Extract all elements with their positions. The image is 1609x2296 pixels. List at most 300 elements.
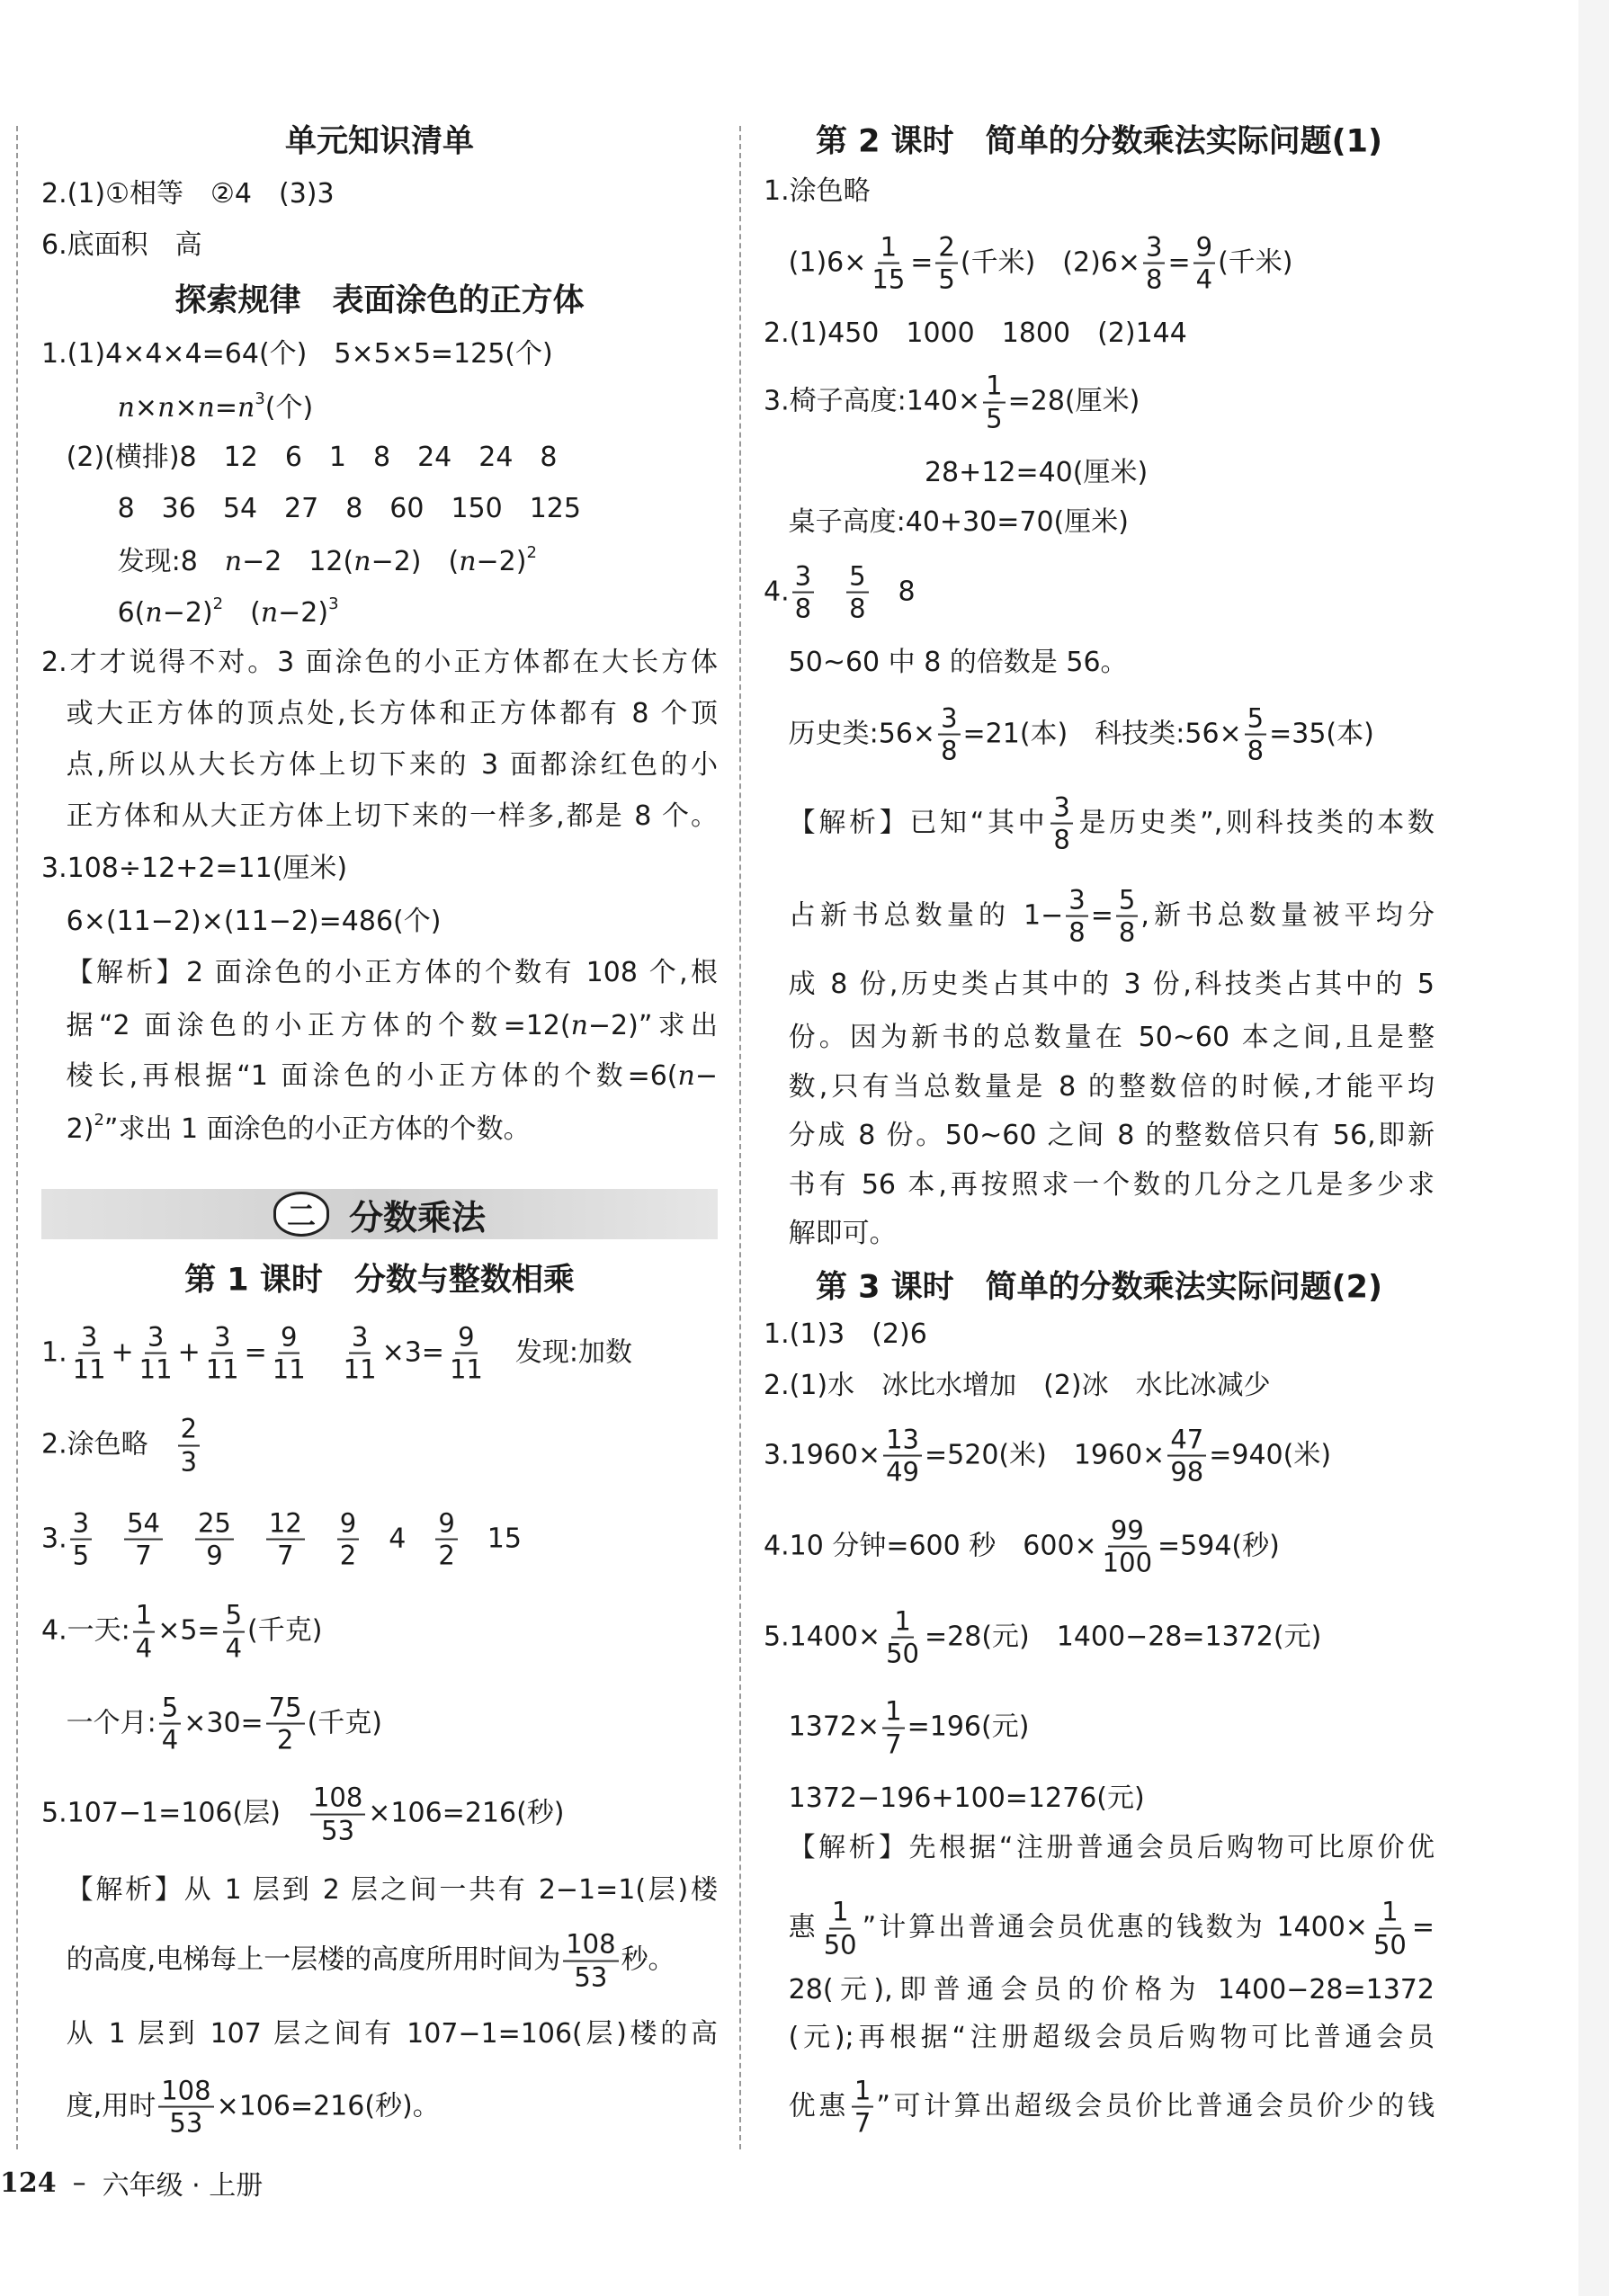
- text-run: 3.108÷12+2=11(厘米): [41, 853, 348, 885]
- denominator: 7: [885, 1729, 902, 1760]
- text-run: =21(本) 科技类:56×: [962, 718, 1242, 750]
- denominator: 15: [872, 264, 906, 295]
- numerator: 5: [1116, 886, 1138, 916]
- fraction: [792, 562, 814, 622]
- page-number: 124: [0, 2166, 57, 2199]
- answer-line: [788, 1217, 1435, 1249]
- text-run: 度,用时: [66, 2090, 156, 2122]
- text-run: ,新书总数量被平均分: [1140, 899, 1435, 931]
- section-number: 二: [273, 1192, 329, 1237]
- fraction: [266, 1693, 305, 1754]
- fraction: [1193, 233, 1215, 293]
- numerator: 1: [133, 1602, 155, 1632]
- text-run: 5.1400×: [764, 1621, 881, 1653]
- lesson-heading: [41, 1262, 718, 1299]
- fraction: [883, 1425, 922, 1486]
- answer-line: [764, 1425, 1435, 1486]
- answer-line: [41, 1321, 718, 1385]
- numerator: 12: [266, 1509, 305, 1540]
- text-run: =: [1411, 1911, 1435, 1943]
- text-run: (1)6×: [788, 246, 867, 279]
- text-run: 3.: [41, 1523, 67, 1555]
- fraction: [846, 562, 868, 622]
- fraction: [341, 1321, 380, 1385]
- numerator: 99: [1108, 1516, 1147, 1547]
- text-run: 1.(1)3 (2)6: [764, 1318, 927, 1350]
- fraction: [1245, 704, 1266, 764]
- answer-line: [764, 562, 1435, 622]
- fraction: [435, 1509, 457, 1569]
- numerator: 1: [1379, 1898, 1400, 1929]
- fraction: [70, 1509, 92, 1569]
- text-run: 2.(1)①相等 ②4 (3)3: [41, 178, 335, 210]
- numerator: 5: [1245, 704, 1266, 735]
- answer-line: [764, 1607, 1435, 1667]
- fraction: [195, 1509, 234, 1569]
- numerator: 2: [935, 233, 957, 264]
- text-run: 6.底面积 高: [41, 229, 202, 262]
- variable: n: [570, 1009, 588, 1041]
- numerator: 1: [983, 372, 1005, 403]
- answer-line: [66, 1874, 718, 1907]
- text-run: ×3=: [381, 1336, 444, 1369]
- lesson-heading: [41, 282, 718, 319]
- answer-line: [118, 545, 718, 576]
- answer-line: [66, 442, 718, 474]
- answer-line: [118, 391, 718, 422]
- column-divider: [739, 126, 741, 2149]
- text-run: 桌子高度:40+30=70(厘米): [788, 505, 1129, 538]
- denominator: 8: [1053, 825, 1070, 855]
- exponent: 3: [328, 594, 339, 614]
- text-run: 发现:加数: [487, 1336, 632, 1369]
- text-run: 6(: [117, 597, 146, 630]
- text-run: 发现:8: [117, 546, 225, 578]
- text-run: 8 36 54 27 8 60 150 125: [117, 493, 581, 525]
- text-run: 2): [66, 1113, 94, 1146]
- answer-line: [789, 886, 1435, 946]
- text-run: 【解析】从 1 层到 2 层之间一共有 2−1=1(层)楼: [66, 1874, 718, 1907]
- text-run: [311, 1336, 338, 1368]
- numerator: 1: [882, 1698, 904, 1729]
- text-run: 4.一天:: [41, 1614, 130, 1647]
- text-run: 份。因为新书的总数量在 50~60 本之间,且是整: [788, 1021, 1435, 1053]
- denominator: 98: [1170, 1456, 1204, 1487]
- lesson-heading: [764, 1269, 1435, 1306]
- text-run: 历史类:56×: [788, 718, 936, 750]
- text-run: (个): [264, 392, 314, 424]
- fraction: [935, 233, 957, 293]
- text-run: +: [177, 1336, 201, 1369]
- numerator: 9: [435, 1509, 457, 1540]
- text-run: 2.涂色略: [41, 1428, 175, 1461]
- text-run: 点,所以从大长方体上切下来的 3 面都涂红色的小: [66, 748, 718, 781]
- denominator: 4: [135, 1632, 153, 1664]
- answer-line: [788, 1782, 1435, 1814]
- answer-line: [764, 372, 1435, 433]
- text-run: −2)”求出: [587, 1009, 718, 1041]
- exponent: 2: [526, 543, 537, 563]
- fraction: [447, 1321, 486, 1385]
- fraction: [938, 704, 960, 764]
- variable: n: [677, 1060, 695, 1093]
- answer-line: [41, 1599, 718, 1664]
- text-run: −: [694, 1060, 718, 1093]
- text-run: =520(米) 1960×: [925, 1439, 1166, 1471]
- numerator: 5: [159, 1693, 181, 1724]
- answer-line: [66, 956, 718, 988]
- answer-line: [789, 233, 1435, 293]
- denominator: 8: [1068, 916, 1086, 948]
- text-run: 数,只有当总数量是 8 的整数倍的时候,才能平均: [788, 1070, 1435, 1103]
- answer-line: [788, 1070, 1435, 1103]
- text-run: (: [223, 597, 261, 630]
- answer-line: [789, 1698, 1435, 1758]
- text-run: 1.: [41, 1336, 67, 1369]
- answer-line: [788, 968, 1435, 1000]
- denominator: 11: [72, 1353, 106, 1385]
- numerator: 9: [1193, 233, 1215, 264]
- numerator: 108: [563, 1931, 618, 1961]
- lesson-heading: [764, 123, 1435, 160]
- fraction: [1066, 886, 1087, 946]
- text-run: 一个月:: [66, 1707, 156, 1739]
- fraction: [563, 1928, 618, 1993]
- numerator: 1: [829, 1898, 851, 1929]
- text-run: ×106=216(秒)。: [216, 2090, 440, 2122]
- answer-line: [788, 505, 1435, 538]
- denominator: 11: [449, 1353, 483, 1385]
- answer-line: [41, 1784, 718, 1845]
- text-run: 第 2 课时 简单的分数乘法实际问题(1): [815, 123, 1383, 160]
- denominator: 5: [986, 403, 1003, 434]
- text-run: =: [1167, 246, 1191, 279]
- fraction: [223, 1599, 245, 1664]
- variable: n: [197, 392, 215, 424]
- variable: n: [237, 392, 255, 424]
- text-run: 1.涂色略: [764, 175, 871, 208]
- denominator: 7: [277, 1540, 294, 1571]
- answer-line: [924, 456, 1435, 488]
- text-run: 秒。: [621, 1943, 675, 1976]
- text-run: −2): [278, 597, 329, 630]
- text-run: 28(元),即普通会员的价格为 1400−28=1372: [788, 1973, 1435, 2006]
- text-run: −2) (: [371, 546, 460, 578]
- text-run: 2.(1)水 冰比水增加 (2)冰 水比冰减少: [764, 1369, 1271, 1401]
- answer-line: [41, 178, 718, 210]
- answer-line: [66, 697, 718, 729]
- numerator: 3: [1066, 886, 1087, 916]
- text-run: =196(元): [907, 1711, 1030, 1743]
- variable: n: [353, 546, 371, 578]
- numerator: 3: [70, 1509, 92, 1540]
- lesson-heading: [41, 123, 718, 160]
- answer-line: [788, 647, 1435, 679]
- text-run: [817, 576, 844, 607]
- denominator: 5: [72, 1540, 90, 1571]
- denominator: 8: [1118, 916, 1136, 948]
- fraction: [1371, 1898, 1409, 1959]
- answer-line: [788, 1021, 1435, 1053]
- text-run: 28+12=40(厘米): [924, 456, 1149, 488]
- text-run: 1.(1)4×4×4=64(个) 5×5×5=125(个): [41, 337, 553, 370]
- denominator: 11: [205, 1353, 239, 1385]
- answer-line: [41, 853, 718, 885]
- text-run: =594(秒): [1158, 1530, 1280, 1562]
- text-run: =: [910, 246, 934, 279]
- numerator: 5: [846, 562, 868, 593]
- variable: n: [157, 392, 175, 424]
- text-run: 2.才才说得不对。3 面涂色的小正方体都在大长方体: [41, 647, 718, 679]
- fraction: [124, 1509, 163, 1569]
- fraction: [1167, 1425, 1206, 1486]
- answer-line: [764, 1369, 1435, 1401]
- text-run: −2): [162, 597, 213, 630]
- denominator: 8: [941, 735, 958, 766]
- fraction: [883, 1607, 922, 1667]
- text-run: 【解析】已知“其中: [788, 807, 1049, 839]
- text-run: [94, 1523, 121, 1554]
- text-run: (千克): [307, 1707, 382, 1739]
- denominator: 49: [886, 1456, 920, 1487]
- text-run: 50~60 中 8 的倍数是 56。: [788, 647, 1128, 679]
- answer-line: [789, 1898, 1435, 1959]
- text-run: 的高度,电梯每上一层楼的高度所用时间为: [66, 1943, 561, 1976]
- numerator: 3: [349, 1324, 371, 1354]
- numerator: 1: [878, 233, 899, 264]
- numerator: 108: [158, 2077, 213, 2107]
- answer-line: [66, 1060, 718, 1093]
- text-run: ×5=: [157, 1614, 220, 1647]
- answer-line: [764, 1318, 1435, 1350]
- text-run: (元);再根据“注册超级会员后购物可比普通会员: [788, 2022, 1435, 2054]
- variable: n: [145, 597, 163, 630]
- text-run: 3.1960×: [764, 1439, 881, 1471]
- fraction: [983, 372, 1005, 433]
- answer-line: [67, 2077, 718, 2137]
- answer-line: [788, 1831, 1435, 1863]
- answer-line: [41, 229, 718, 262]
- text-run: 第 3 课时 简单的分数乘法实际问题(2): [815, 1269, 1383, 1306]
- answer-line: [41, 1416, 718, 1476]
- binding-margin-line: [16, 126, 18, 2149]
- text-run: 书有 56 本,再按照求一个数的几分之几是多少求: [788, 1168, 1435, 1201]
- answer-line: [764, 317, 1435, 349]
- answer-line: [117, 594, 718, 630]
- text-run: 3.椅子高度:140×: [764, 385, 981, 417]
- answer-line: [788, 2022, 1435, 2054]
- fraction: [1050, 791, 1072, 855]
- numerator: 3: [792, 562, 814, 593]
- denominator: 8: [794, 593, 812, 624]
- text-run: =35(本): [1269, 718, 1374, 750]
- variable: n: [459, 546, 477, 578]
- denominator: 50: [886, 1638, 920, 1669]
- denominator: 11: [272, 1353, 306, 1385]
- text-run: 单元知识清单: [284, 123, 474, 160]
- text-run: 6×(11−2)×(11−2)=486(个): [66, 906, 442, 937]
- variable: n: [224, 546, 243, 578]
- text-run: =940(米): [1209, 1439, 1332, 1471]
- answer-line: [41, 1509, 718, 1569]
- answer-line: [66, 2017, 718, 2050]
- fraction: [1116, 886, 1138, 946]
- exponent: 2: [212, 594, 224, 614]
- denominator: 53: [574, 1961, 608, 1993]
- text-run: 5.107−1=106(层): [41, 1797, 308, 1829]
- text-run: 1372×: [788, 1711, 880, 1743]
- answer-line: [66, 748, 718, 781]
- numerator: 3: [938, 704, 960, 735]
- answer-line: [789, 2077, 1435, 2137]
- page-footer: [0, 2163, 263, 2202]
- numerator: 108: [310, 1784, 365, 1815]
- variable: n: [260, 597, 279, 630]
- denominator: 8: [849, 593, 866, 624]
- numerator: 3: [211, 1324, 233, 1354]
- denominator: 11: [343, 1353, 377, 1385]
- fraction: [882, 1698, 904, 1758]
- text-run: 棱长,再根据“1 面涂色的小正方体的个数=6(: [66, 1060, 678, 1093]
- answer-line: [66, 800, 718, 832]
- text-run: 惠: [788, 1911, 818, 1943]
- denominator: 11: [139, 1353, 173, 1385]
- variable: n: [117, 392, 135, 424]
- numerator: 25: [195, 1509, 234, 1540]
- fraction: [178, 1416, 200, 1476]
- numerator: 47: [1167, 1425, 1206, 1456]
- answer-line: [764, 1516, 1435, 1577]
- numerator: 54: [124, 1509, 163, 1540]
- exponent: 3: [255, 389, 265, 409]
- text-run: +: [111, 1336, 134, 1369]
- numerator: 9: [278, 1324, 299, 1354]
- denominator: 100: [1102, 1547, 1153, 1578]
- text-run: =: [244, 1336, 267, 1369]
- text-run: 或大正方体的顶点处,长方体和正方体都有 8 个顶: [66, 697, 718, 729]
- text-run: =: [214, 392, 237, 424]
- text-run: ×30=: [183, 1707, 264, 1739]
- answer-line: [41, 337, 718, 370]
- text-run: 8: [871, 576, 916, 608]
- text-run: (千米): [1218, 246, 1293, 279]
- fraction: [137, 1321, 175, 1385]
- text-run: 据“2 面涂色的小正方体的个数=12(: [66, 1009, 571, 1041]
- answer-line: [67, 1693, 718, 1754]
- text-run: 4.10 分钟=600 秒 600×: [764, 1530, 1097, 1562]
- text-run: 【解析】先根据“注册普通会员后购物可比原价优: [788, 1831, 1435, 1863]
- text-run: 1372−196+100=1276(元): [788, 1782, 1145, 1814]
- answer-line: [788, 1119, 1435, 1151]
- fraction: [159, 1693, 181, 1754]
- text-run: [308, 1523, 335, 1554]
- answer-line: [117, 493, 718, 525]
- numerator: 9: [337, 1509, 359, 1540]
- fraction: [203, 1321, 242, 1385]
- answer-line: [789, 704, 1435, 764]
- text-run: =: [1090, 899, 1113, 931]
- fraction: [158, 2077, 213, 2137]
- answer-line: [67, 908, 718, 935]
- text-run: −2 12(: [242, 546, 354, 578]
- text-run: −2): [476, 546, 527, 578]
- denominator: 8: [1247, 735, 1265, 766]
- text-run: ”计算出普通会员优惠的钱数为 1400×: [862, 1911, 1368, 1943]
- text-run: =28(厘米): [1007, 385, 1140, 417]
- numerator: 3: [78, 1324, 100, 1354]
- fraction: [70, 1321, 109, 1385]
- text-run: ×: [174, 392, 198, 424]
- text-run: [165, 1523, 192, 1554]
- numerator: 1: [852, 2077, 873, 2107]
- text-run: 占新书总数量的 1−: [788, 899, 1064, 931]
- numerator: 1: [891, 1607, 913, 1638]
- grade-label: 六年级 · 上册: [102, 2170, 264, 2202]
- denominator: 8: [1146, 264, 1163, 295]
- text-run: 优惠: [788, 2090, 849, 2122]
- fraction: [852, 2077, 873, 2137]
- numerator: 13: [883, 1425, 922, 1456]
- denominator: 50: [823, 1929, 857, 1961]
- answer-line: [788, 1973, 1435, 2006]
- answer-line: [41, 647, 718, 679]
- section-banner: [41, 1189, 718, 1239]
- text-run: 正方体和从大正方体上切下来的一样多,都是 8 个。: [66, 800, 718, 832]
- text-run: (2)(横排)8 12 6 1 8 24 24 8: [66, 442, 558, 474]
- text-run: (千克): [247, 1614, 323, 1647]
- answer-line: [788, 1168, 1435, 1201]
- text-run: ×: [134, 392, 158, 424]
- text-run: 成 8 份,历史类占其中的 3 份,科技类占其中的 5: [788, 968, 1435, 1000]
- footer-dash: –: [72, 2166, 86, 2199]
- numerator: 3: [145, 1324, 166, 1354]
- numerator: 2: [178, 1416, 200, 1446]
- numerator: 3: [1143, 233, 1165, 264]
- text-run: [237, 1523, 264, 1554]
- denominator: 4: [1195, 264, 1213, 295]
- numerator: 75: [266, 1693, 305, 1724]
- fraction: [869, 233, 907, 293]
- numerator: 3: [1050, 794, 1072, 825]
- text-run: 是历史类”,则科技类的本数: [1075, 807, 1435, 839]
- text-run: 解即可。: [788, 1217, 897, 1249]
- fraction: [270, 1321, 308, 1385]
- fraction: [1100, 1516, 1155, 1577]
- text-run: 【解析】2 面涂色的小正方体的个数有 108 个,根: [66, 956, 718, 988]
- denominator: 7: [854, 2107, 872, 2139]
- fraction: [310, 1784, 365, 1845]
- answer-line: [764, 175, 1435, 208]
- fraction: [133, 1599, 155, 1664]
- exponent: 2: [94, 1111, 104, 1130]
- denominator: 53: [169, 2107, 203, 2139]
- text-run: (千米) (2)6×: [960, 246, 1141, 279]
- answer-line: [66, 1009, 718, 1041]
- text-run: 从 1 层到 107 层之间有 107−1=106(层)楼的高: [66, 2017, 718, 2050]
- denominator: 53: [321, 1815, 355, 1846]
- text-run: 4.: [764, 576, 790, 608]
- text-run: 分成 8 份。50~60 之间 8 的整数倍只有 56,即新: [788, 1119, 1435, 1151]
- denominator: 4: [225, 1632, 243, 1664]
- text-run: ×106=216(秒): [368, 1797, 565, 1829]
- fraction: [821, 1898, 860, 1959]
- denominator: 4: [161, 1724, 179, 1756]
- text-run: 探索规律 表面涂色的正方体: [174, 282, 585, 319]
- answer-line: [66, 1928, 718, 1993]
- numerator: 5: [223, 1602, 245, 1632]
- fraction: [266, 1509, 305, 1569]
- fraction: [1143, 233, 1165, 293]
